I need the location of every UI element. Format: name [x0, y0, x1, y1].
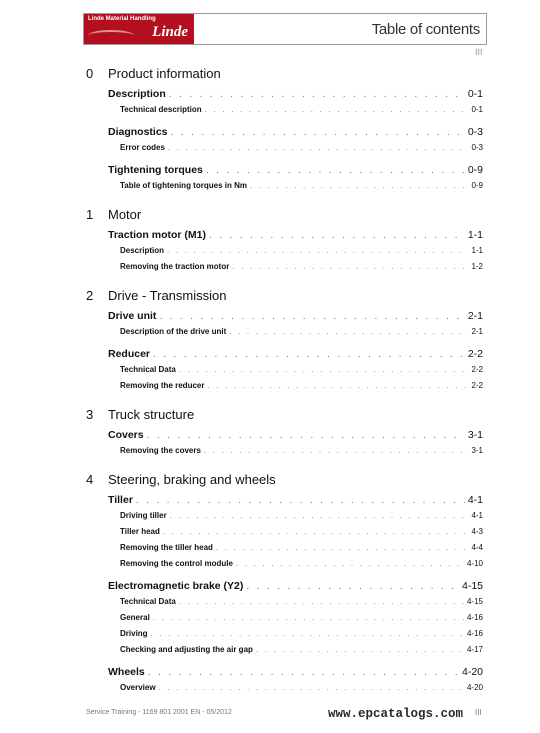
toc-section-entry[interactable] [108, 348, 483, 360]
section-page-number: 4-20 [461, 666, 483, 678]
subsection-title: Removing the tiller head [120, 543, 213, 552]
page-title: Table of contents [371, 21, 480, 38]
subsection-page-number: 4-20 [466, 683, 483, 692]
subsection-page-number: 4-17 [466, 645, 483, 654]
subsection-page-number: 0-1 [471, 105, 483, 114]
subsection-page-number: 4-16 [466, 629, 483, 638]
dot-leader [136, 494, 465, 506]
dot-leader [147, 429, 465, 441]
toc-subsection-entry[interactable] [120, 527, 483, 536]
subsection-title: Removing the traction motor [120, 262, 230, 271]
section-page-number: 3-1 [467, 429, 483, 441]
toc-subsection-entry[interactable] [120, 597, 483, 606]
section-title: Description [108, 88, 166, 100]
section-title: Wheels [108, 666, 145, 678]
dot-leader [167, 246, 468, 255]
subsection-page-number: 2-2 [471, 365, 483, 374]
subsection-page-number: 4-15 [466, 597, 483, 606]
toc-section-entry[interactable] [108, 126, 483, 138]
subsection-title: Technical Data [120, 597, 176, 606]
section-title: Tightening torques [108, 164, 203, 176]
toc-subsection-entry[interactable] [120, 683, 483, 692]
toc-subsection-entry[interactable] [120, 143, 483, 152]
section-title: Traction motor (M1) [108, 229, 207, 241]
subsection-title: Error codes [120, 143, 165, 152]
subsection-page-number: 2-2 [471, 381, 483, 390]
toc-section-entry[interactable] [108, 164, 483, 176]
toc-section-entry[interactable] [108, 580, 483, 592]
section-page-number: 4-1 [467, 494, 483, 506]
dot-leader [153, 613, 464, 622]
subsection-title: Tiller head [120, 527, 160, 536]
subsection-page-number: 1-2 [471, 262, 483, 271]
dot-leader [170, 511, 469, 520]
toc-section-entry[interactable] [108, 229, 483, 241]
dot-leader [179, 597, 464, 606]
dot-leader [159, 310, 464, 322]
toc-subsection-entry[interactable] [120, 543, 483, 552]
subsection-page-number: 4-10 [466, 559, 483, 568]
section-title: Covers [108, 429, 144, 441]
toc-subsection-entry[interactable] [120, 559, 483, 568]
dot-leader [232, 262, 468, 271]
logo-subtitle: Linde Material Handling [88, 16, 156, 22]
dot-leader [206, 164, 465, 176]
dot-leader [236, 559, 464, 568]
toc-subsection-entry[interactable] [120, 613, 483, 622]
dot-leader [163, 527, 469, 536]
dot-leader [216, 543, 469, 552]
subsection-page-number: 2-1 [471, 327, 483, 336]
dot-leader [204, 446, 469, 455]
dot-leader [148, 666, 459, 678]
dot-leader [207, 381, 468, 390]
section-title: Reducer [108, 348, 151, 360]
subsection-page-number: 0-3 [471, 143, 483, 152]
subsection-title: Technical description [120, 105, 202, 114]
toc-subsection-entry[interactable] [120, 262, 483, 271]
chapter-title: Truck structure [108, 407, 195, 422]
footer-website-link[interactable]: www.epcatalogs.com [328, 707, 464, 721]
chapter-number: 2 [86, 288, 94, 303]
toc-section-entry[interactable] [108, 429, 483, 441]
subsection-title: General [120, 613, 150, 622]
subsection-page-number: 4-1 [471, 511, 483, 520]
subsection-page-number: 4-3 [471, 527, 483, 536]
dot-leader [229, 327, 468, 336]
dot-leader [179, 365, 469, 374]
chapter-number: 1 [86, 207, 94, 222]
subsection-title: Description of the drive unit [120, 327, 227, 336]
section-title: Drive unit [108, 310, 157, 322]
toc-subsection-entry[interactable] [120, 327, 483, 336]
section-page-number: 2-2 [467, 348, 483, 360]
subsection-title: Driving [120, 629, 148, 638]
subsection-title: Table of tightening torques in Nm [120, 181, 247, 190]
chapter-title: Steering, braking and wheels [108, 472, 276, 487]
toc-subsection-entry[interactable] [120, 246, 483, 255]
chapter-title: Drive - Transmission [108, 288, 227, 303]
subsection-page-number: 4-16 [466, 613, 483, 622]
dot-leader [250, 181, 468, 190]
subsection-page-number: 1-1 [471, 246, 483, 255]
toc-section-entry[interactable] [108, 494, 483, 506]
section-page-number: 0-1 [467, 88, 483, 100]
toc-subsection-entry[interactable] [120, 511, 483, 520]
toc-subsection-entry[interactable] [120, 645, 483, 654]
chapter-title: Motor [108, 207, 142, 222]
toc-subsection-entry[interactable] [120, 365, 483, 374]
dot-leader [153, 348, 465, 360]
dot-leader [205, 105, 469, 114]
toc-subsection-entry[interactable] [120, 105, 483, 114]
page-number-roman: III [475, 47, 483, 57]
section-title: Diagnostics [108, 126, 168, 138]
logo-brand: Linde [152, 24, 188, 40]
dot-leader [256, 645, 464, 654]
dot-leader [159, 683, 464, 692]
dot-leader [151, 629, 464, 638]
toc-subsection-entry[interactable] [120, 181, 483, 190]
subsection-page-number: 0-9 [471, 181, 483, 190]
dot-leader [168, 143, 469, 152]
chapter-number: 4 [86, 472, 94, 487]
dot-leader [169, 88, 465, 100]
subsection-title: Removing the reducer [120, 381, 205, 390]
subsection-title: Checking and adjusting the air gap [120, 645, 253, 654]
toc-subsection-entry[interactable] [120, 446, 483, 455]
section-title: Tiller [108, 494, 133, 506]
section-page-number: 1-1 [467, 229, 483, 241]
chapter-title: Product information [108, 66, 221, 81]
section-page-number: 0-9 [467, 164, 483, 176]
toc-subsection-entry[interactable] [120, 629, 483, 638]
subsection-title: Removing the covers [120, 446, 201, 455]
section-title: Electromagnetic brake (Y2) [108, 580, 244, 592]
subsection-title: Description [120, 246, 165, 255]
footer-page-number: III [475, 708, 482, 717]
subsection-title: Technical Data [120, 365, 176, 374]
subsection-title: Driving tiller [120, 511, 167, 520]
chapter-number: 3 [86, 407, 94, 422]
dot-leader [246, 580, 459, 592]
subsection-title: Overview [120, 683, 156, 692]
section-page-number: 0-3 [467, 126, 483, 138]
subsection-page-number: 4-4 [471, 543, 483, 552]
toc-section-entry[interactable] [108, 310, 483, 322]
toc-section-entry[interactable] [108, 666, 483, 678]
footer-text: Service Training - 1169 801 2001 EN - 05/2012 [86, 709, 232, 716]
chapter-number: 0 [86, 66, 94, 81]
subsection-title: Removing the control module [120, 559, 233, 568]
section-page-number: 4-15 [461, 580, 483, 592]
dot-leader [171, 126, 465, 138]
dot-leader [209, 229, 465, 241]
toc-subsection-entry[interactable] [120, 381, 483, 390]
toc-section-entry[interactable] [108, 88, 483, 100]
subsection-page-number: 3-1 [471, 446, 483, 455]
section-page-number: 2-1 [467, 310, 483, 322]
